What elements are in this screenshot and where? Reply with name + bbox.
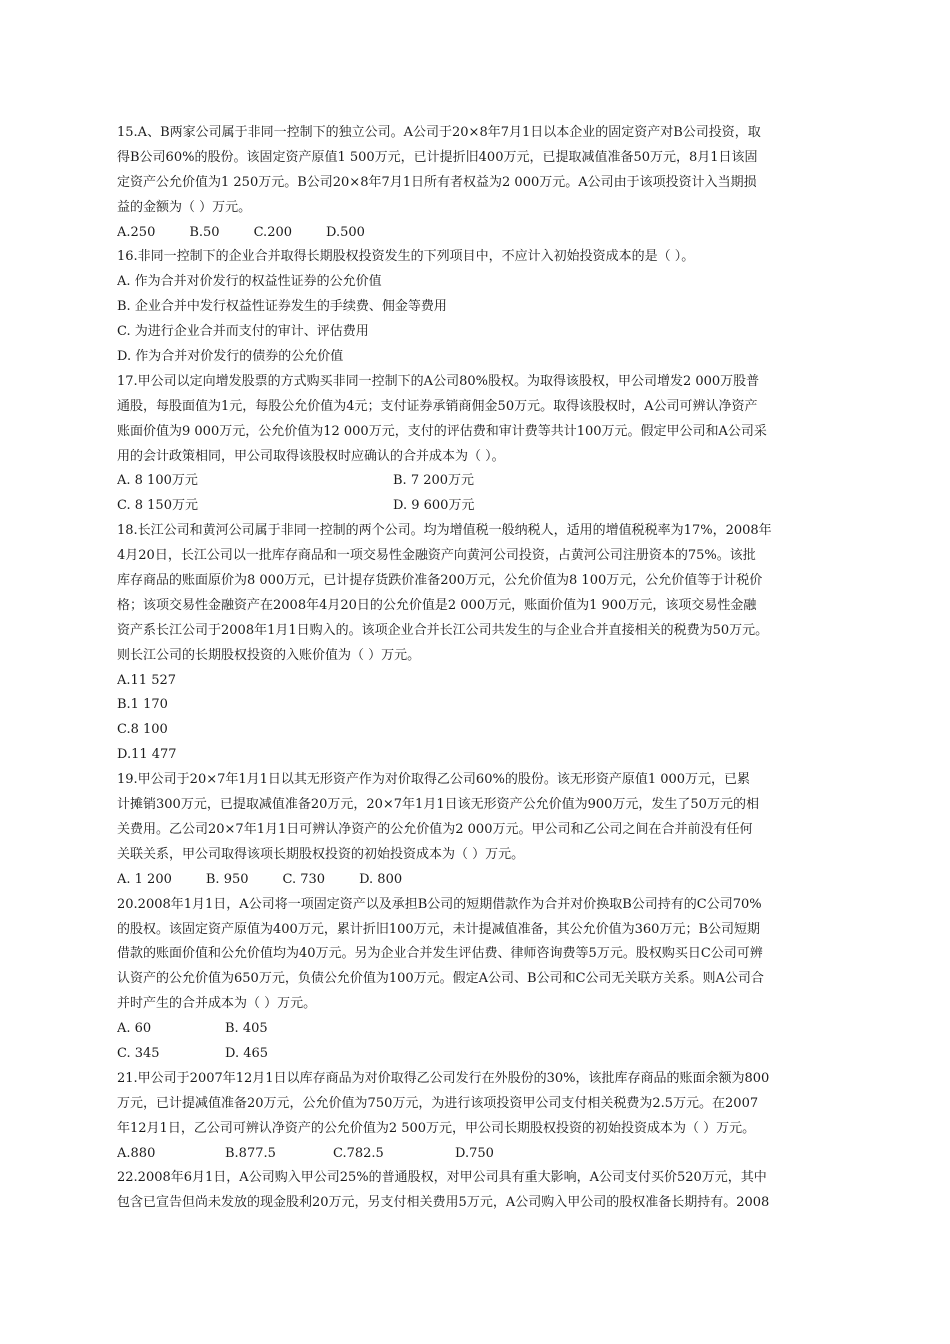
question-text: 18.长江公司和黄河公司属于非同一控制的两个公司。均为增值税一般纳税人，适用的增值税税率为17%，2008年: [117, 523, 772, 539]
option-c: C. 8 150万元: [117, 498, 198, 514]
question-text: 22.2008年6月1日，A公司购入甲公司25%的普通股权，对甲公司具有重大影响，A公司支付买价520万元，其中: [117, 1170, 767, 1186]
question-21: [117, 1067, 837, 1167]
options-row: [117, 221, 837, 246]
options-row: [117, 868, 837, 893]
option-d: D.500: [326, 224, 365, 240]
options-row: [117, 469, 837, 494]
option-d: D. 800: [359, 871, 403, 887]
question-text: 资产系长江公司于2008年1月1日购入的。该项企业合并长江公司共发生的与企业合并直接相关的税费为50万元。: [117, 622, 769, 638]
question-text: 21.甲公司于2007年12月1日以库存商品为对价取得乙公司发行在外股份的30%，该批库存商品的账面余额为800: [117, 1070, 770, 1086]
question-text: 17.甲公司以定向增发股票的方式购买非同一控制下的A公司80%股权。为取得该股权，甲公司增发2 000万股普: [117, 373, 760, 389]
question-text: 则长江公司的长期股权投资的入账价值为（ ）万元。: [117, 647, 421, 663]
question-text: 关费用。乙公司20×7年1月1日可辨认净资产的公允价值为2 000万元。甲公司和乙公司之间在合并前没有任何: [117, 821, 753, 837]
question-text: 得B公司60%的股份。该固定资产原值1 500万元，已计提折旧400万元，已提取减值准备50万元，8月1日该固: [117, 149, 758, 165]
option-d: D. 作为合并对价发行的债券的公允价值: [117, 349, 344, 365]
option-d: D. 9 600万元: [393, 498, 475, 514]
option-a: A.880: [117, 1145, 156, 1161]
option-c: C. 为进行企业合并而支付的审计、评估费用: [117, 324, 369, 340]
option-b: B.877.5: [225, 1145, 276, 1161]
option-a: A. 8 100万元: [117, 473, 198, 489]
question-text: 益的金额为（ ）万元。: [117, 199, 252, 215]
option-a: A. 60: [117, 1021, 152, 1037]
option-b: B.50: [189, 224, 220, 240]
question-text: 定资产公允价值为1 250万元。B公司20×8年7月1日所有者权益为2 000万元。A公司由于该项投资计入当期损: [117, 174, 757, 190]
question-text: 并时产生的合并成本为（ ）万元。: [117, 996, 317, 1012]
question-text: 万元，已计提减值准备20万元，公允价值为750万元，为进行该项投资甲公司支付相关税费为2.5万元。在2007: [117, 1095, 759, 1111]
question-text: 格；该项交易性金融资产在2008年4月20日的公允价值是2 000万元，账面价值为1 900万元，该项交易性金融: [117, 597, 757, 613]
option-d: D. 465: [225, 1045, 269, 1061]
option-a: A. 作为合并对价发行的权益性证券的公允价值: [117, 274, 382, 290]
question-18: [117, 519, 837, 768]
question-text: 16.非同一控制下的企业合并取得长期股权投资发生的下列项目中，不应计入初始投资成本的是（ ）。: [117, 249, 695, 265]
question-19: [117, 768, 837, 892]
question-text: 用的会计政策相同，甲公司取得该股权时应确认的合并成本为（ ）。: [117, 448, 505, 464]
question-text: 认资产的公允价值为650万元，负债公允价值为100万元。假定A公司、B公司和C公司无关联方关系。则A公司合: [117, 971, 764, 987]
option-c: C.8 100: [117, 722, 168, 738]
question-text: 关联关系，甲公司取得该项长期股权投资的初始投资成本为（ ）万元。: [117, 846, 525, 862]
options-row: [117, 1017, 837, 1042]
question-22: [117, 1166, 837, 1216]
question-text: 通股，每股面值为1元，每股公允价值为4元；支付证券承销商佣金50万元。取得该股权时，A公司可辨认净资产: [117, 398, 758, 414]
option-b: B.1 170: [117, 697, 168, 713]
option-b: B. 405: [225, 1021, 268, 1037]
question-15: [117, 121, 837, 245]
question-text: 20.2008年1月1日，A公司将一项固定资产以及承担B公司的短期借款作为合并对价换取B公司持有的C公司70%: [117, 896, 762, 912]
question-text: 包含已宣告但尚未发放的现金股利20万元，另支付相关费用5万元，A公司购入甲公司的股权准备长期持有。2008: [117, 1195, 770, 1211]
option-c: C. 730: [282, 871, 326, 887]
question-text: 的股权。该固定资产原值为400万元，累计折旧100万元，未计提减值准备，其公允价值为360万元；B公司短期: [117, 921, 760, 937]
exam-page: [117, 121, 837, 1216]
question-16: [117, 245, 837, 369]
question-text: 借款的账面价值和公允价值均为40万元。另为企业合并发生评估费、律师咨询费等5万元。股权购买日C公司可辨: [117, 946, 763, 962]
question-text: 计摊销300万元，已提取减值准备20万元，20×7年1月1日该无形资产公允价值为900万元，发生了50万元的相: [117, 797, 759, 813]
question-17: [117, 370, 837, 519]
options-row: [117, 1142, 837, 1167]
option-b: B. 企业合并中发行权益性证券发生的手续费、佣金等费用: [117, 299, 447, 315]
option-a: A.250: [117, 224, 156, 240]
question-text: 账面价值为9 000万元，公允价值为12 000万元，支付的评估费和审计费等共计100万元。假定甲公司和A公司采: [117, 423, 767, 439]
question-text: 4月20日，长江公司以一批库存商品和一项交易性金融资产向黄河公司投资，占黄河公司注册资本的75%。该批: [117, 548, 756, 564]
option-a: A. 1 200: [117, 871, 172, 887]
option-b: B. 7 200万元: [393, 473, 475, 489]
option-c: C. 345: [117, 1045, 160, 1061]
option-a: A.11 527: [117, 672, 177, 688]
options-row: [117, 494, 837, 519]
question-text: 年12月1日，乙公司可辨认净资产的公允价值为2 500万元，甲公司长期股权投资的初始投资成本为（ ）万元。: [117, 1120, 756, 1136]
options-row: [117, 1042, 837, 1067]
option-c: C.782.5: [333, 1145, 384, 1161]
question-text: 库存商品的账面原价为8 000万元，已计提存货跌价准备200万元，公允价值为8 100万元，公允价值等于计税价: [117, 573, 763, 589]
question-text: 19.甲公司于20×7年1月1日以其无形资产作为对价取得乙公司60%的股份。该无形资产原值1 000万元，已累: [117, 772, 751, 788]
option-c: C.200: [253, 224, 293, 240]
option-d: D.11 477: [117, 747, 177, 763]
option-d: D.750: [455, 1145, 494, 1161]
question-20: [117, 893, 837, 1067]
option-b: B. 950: [205, 871, 249, 887]
question-text: 15.A、B两家公司属于非同一控制下的独立公司。A公司于20×8年7月1日以本企业的固定资产对B公司投资，取: [117, 125, 761, 140]
